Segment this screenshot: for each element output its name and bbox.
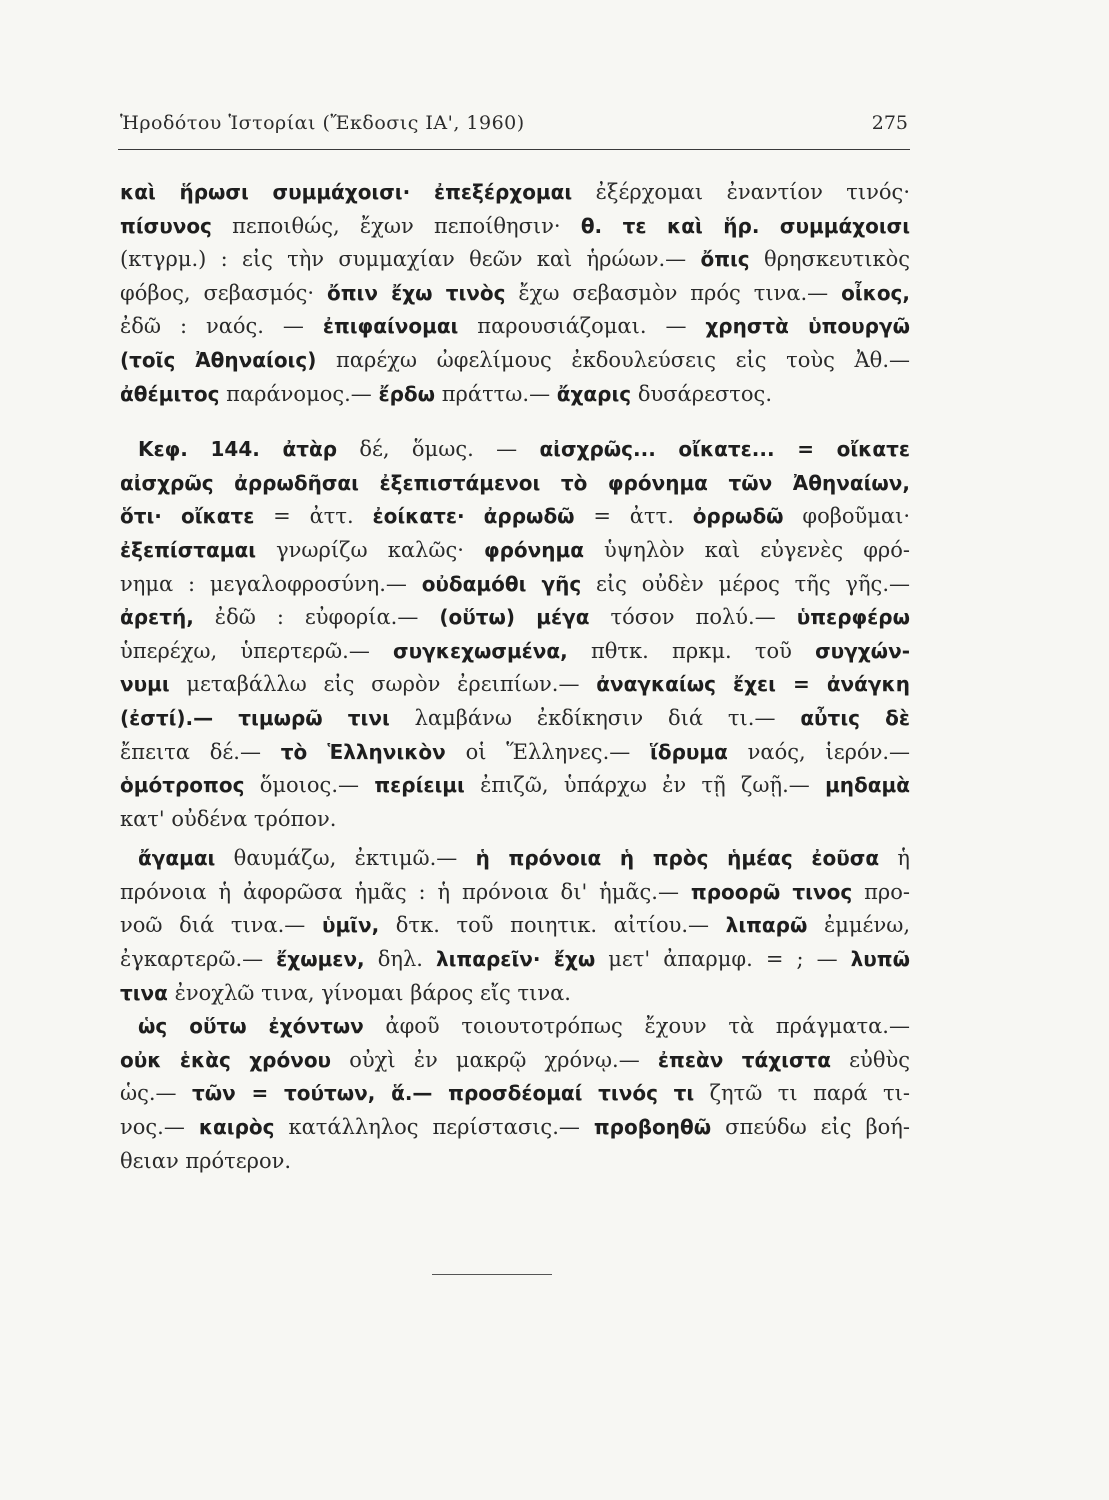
gloss-text: ἔπειτα δέ.— xyxy=(120,739,281,764)
gloss-text: κατάλληλος περίστασις.— xyxy=(274,1115,594,1140)
lemma-term: οἶκος, xyxy=(841,280,910,305)
lemma-term: ἐξεπίσταμαι xyxy=(120,537,257,562)
lemma-term: λυπῶ xyxy=(850,947,910,972)
lemma-term: ὄπιν ἔχω τινὸς xyxy=(326,280,506,305)
lemma-term: θ. τε καὶ ἥρ. συμμάχοισι xyxy=(580,213,910,238)
gloss-text: ἐγκαρτερῶ.— xyxy=(120,947,277,972)
gloss-text: (κτγρμ.) : εἰς τὴν συμμαχίαν θεῶν καὶ ἡρώων.— xyxy=(120,247,701,272)
gloss-text: = ἀττ. xyxy=(574,504,693,529)
gloss-text: θρησκευτικὸς xyxy=(749,247,910,272)
lemma-term: (ἐστί).— τιμωρῶ τινι xyxy=(120,705,390,730)
text-line xyxy=(120,909,910,943)
text-line xyxy=(120,1077,910,1111)
lemma-term: οὐδαμόθι γῆς xyxy=(421,571,582,596)
gloss-text: γνωρίζω καλῶς· xyxy=(256,537,484,562)
lemma-term: ἐοίκατε· ἀρρωδῶ xyxy=(372,504,575,529)
text-line xyxy=(120,344,910,378)
lemma-term: ἡ πρόνοια ἡ πρὸς ἡμέας ἐοῦσα xyxy=(475,846,880,871)
gloss-text: ὡς.— xyxy=(120,1081,192,1106)
lemma-term: ἔρδω xyxy=(378,381,436,406)
text-line xyxy=(120,635,910,669)
text-line xyxy=(120,568,910,602)
lemma-term: καὶ ἥρωσι συμμάχοισι· ἐπεξέρχομαι xyxy=(120,180,573,204)
text-line xyxy=(120,601,910,635)
lemma-term: λιπαρεῖν· ἔχω xyxy=(435,947,596,972)
text-line xyxy=(120,803,910,837)
gloss-text: δέ, ὅμως. — xyxy=(337,437,540,462)
gloss-text: ὅμοιος.— xyxy=(244,773,375,798)
gloss-text: δηλ. xyxy=(364,947,436,972)
text-line xyxy=(120,500,910,534)
text-line xyxy=(120,736,910,770)
lemma-term: χρηστὰ ὑπουργῶ xyxy=(705,314,910,339)
gloss-text: ἐξέρχομαι ἐναντίον τινός· xyxy=(572,180,910,204)
lemma-term: ὅτι· οἴκατε xyxy=(120,504,255,529)
text-line xyxy=(120,210,910,244)
text-line xyxy=(120,769,910,803)
lemma-term: (οὕτω) μέγα xyxy=(439,605,590,630)
gloss-text: ἐδῶ : εὐφορία.— xyxy=(193,605,440,630)
text-line xyxy=(120,534,910,568)
gloss-text: ἐμμένω, xyxy=(807,913,910,938)
text-line xyxy=(120,243,910,277)
lemma-term: ὄπις xyxy=(700,247,750,272)
text-line xyxy=(120,176,910,210)
lemma-term: προορῶ τινος xyxy=(690,879,853,904)
gloss-text: παρουσιάζομαι. — xyxy=(458,314,706,339)
gloss-text: οὐχὶ ἐν μακρῷ χρόνῳ.— xyxy=(331,1047,658,1072)
gloss-text: θαυμάζω, ἐκτιμῶ.— xyxy=(215,846,476,871)
lemma-term: προβοηθῶ xyxy=(593,1115,712,1140)
lemma-term: ἐπεὰν τάχιστα xyxy=(657,1047,832,1072)
lemma-term: τῶν = τούτων, ἅ.— προσδέομαί τινός τι xyxy=(192,1081,695,1106)
gloss-text: ἡ xyxy=(879,846,910,871)
gloss-text: πεποιθώς, ἔχων πεποίθησιν· xyxy=(211,213,581,238)
text-line xyxy=(120,876,910,910)
gloss-text: ἀφοῦ τοιουτοτρόπως ἔχουν τὰ πράγματα.— xyxy=(363,1014,910,1039)
gloss-text: ὑπερέχω, ὑπερτερῶ.— xyxy=(120,638,394,663)
lemma-term: τινα xyxy=(120,980,168,1005)
lemma-term: ὀρρωδῶ xyxy=(692,504,784,529)
end-rule xyxy=(432,1274,552,1275)
gloss-text: φοβοῦμαι· xyxy=(783,504,910,529)
text-line xyxy=(120,467,910,501)
lemma-term: ἀθέμιτος xyxy=(120,381,220,406)
lemma-term: νυμι xyxy=(120,672,170,697)
running-header xyxy=(120,112,908,142)
text-line xyxy=(120,943,910,977)
gloss-text: τόσον πολύ.— xyxy=(589,605,797,630)
lemma-term: οὐκ ἑκὰς χρόνου xyxy=(120,1047,332,1072)
text-line xyxy=(120,433,910,467)
text-line xyxy=(120,668,910,702)
text-line xyxy=(120,1111,910,1145)
lemma-term: λιπαρῶ xyxy=(725,913,808,938)
lemma-term: ἀναγκαίως ἔχει = ἀνάγκη xyxy=(596,672,910,697)
page-number: 275 xyxy=(871,112,908,134)
gloss-text: ὑψηλὸν καὶ εὐγενὲς φρό- xyxy=(583,537,910,562)
gloss-text: εὐθὺς xyxy=(831,1047,910,1072)
lemma-term: ἔχωμεν, xyxy=(276,947,365,972)
gloss-text: νοῶ διά τινα.— xyxy=(120,913,322,938)
gloss-text: ζητῶ τι παρά τι- xyxy=(694,1081,910,1106)
text-line xyxy=(120,842,910,876)
lemma-term: ἀρετή, xyxy=(120,605,194,630)
gloss-text: κατ' οὐδένα τρόπον. xyxy=(120,806,337,831)
gloss-text: ἐδῶ : ναός. — xyxy=(120,314,323,339)
lemma-term: αἰσχρῶς... οἴκατε... = οἴκατε xyxy=(539,437,910,462)
gloss-text: = ἀττ. xyxy=(254,504,373,529)
gloss-text: οἱ Ἕλληνες.— xyxy=(445,739,651,764)
text-line xyxy=(120,977,910,1011)
lemma-term: τὸ Ἑλληνικὸν xyxy=(280,739,446,764)
gloss-text: νος.— xyxy=(120,1115,199,1140)
gloss-text: ἐπιζῶ, ὑπάρχω ἐν τῇ ζωῇ.— xyxy=(464,773,826,798)
lemma-term: ὡς οὕτω ἐχόντων xyxy=(138,1014,364,1039)
lemma-term: συγχών- xyxy=(815,638,910,663)
lemma-term: (τοῖς Ἀθηναίοις) xyxy=(120,347,317,372)
lemma-term: Κεφ. 144. ἀτὰρ xyxy=(138,437,338,462)
lemma-term: συγκεχωσμένα, xyxy=(393,638,568,663)
lemma-term: πίσυνος xyxy=(120,213,212,238)
text-line xyxy=(120,378,910,412)
lemma-term: ὁμότροπος xyxy=(120,773,245,798)
gloss-text: παρέχω ὠφελίμους ἐκδουλεύσεις εἰς τοὺς Ἀθ.— xyxy=(316,347,910,372)
text-line xyxy=(120,310,910,344)
gloss-text: πθτκ. πρκμ. τοῦ xyxy=(567,638,816,663)
lemma-term: περίειμι xyxy=(374,773,465,798)
lemma-term: αἰσχρῶς ἀρρωδῆσαι ἐξεπιστάμενοι τὸ φρόνημα τῶν Ἀθηναίων, xyxy=(120,470,910,495)
gloss-text: ἐνοχλῶ τινα, γίνομαι βάρος εἴς τινα. xyxy=(167,980,571,1005)
gloss-text: εἰς οὐδὲν μέρος τῆς γῆς.— xyxy=(581,571,910,596)
gloss-text: δυσάρεστος. xyxy=(631,381,772,406)
lemma-term: ἄγαμαι xyxy=(138,846,216,871)
lemma-term: ἵδρυμα xyxy=(650,739,728,764)
gloss-text: ναός, ἱερόν.— xyxy=(727,739,910,764)
lemma-term: φρόνημα xyxy=(483,537,584,562)
text-line xyxy=(120,1010,910,1044)
gloss-text: θειαν πρότερον. xyxy=(120,1148,292,1173)
gloss-text: πράττω.— xyxy=(435,381,557,406)
lemma-term: ἄχαρις xyxy=(556,381,632,406)
running-title: Ἡροδότου Ἱστορίαι (Ἔκδοσις ΙΑ', 1960) xyxy=(120,112,525,134)
lemma-term: καιρὸς xyxy=(198,1115,275,1140)
text-line xyxy=(120,702,910,736)
lemma-term: ἐπιφαίνομαι xyxy=(322,314,459,339)
gloss-text: παράνομος.— xyxy=(219,381,379,406)
header-rule xyxy=(118,149,910,150)
lemma-term: αὖτις δὲ xyxy=(800,705,910,730)
text-line xyxy=(120,277,910,311)
gloss-text: προ- xyxy=(852,879,910,904)
lemma-term: μηδαμὰ xyxy=(825,773,910,798)
gloss-text: μετ' ἀπαρμφ. = ; — xyxy=(595,947,851,972)
gloss-text: πρόνοια ἡ ἀφορῶσα ἡμᾶς : ἡ πρόνοια δι' ἡμᾶς.— xyxy=(120,879,691,904)
text-line xyxy=(120,1145,910,1179)
gloss-text: λαμβάνω ἐκδίκησιν διά τι.— xyxy=(389,705,801,730)
gloss-text: νημα : μεγαλοφροσύνη.— xyxy=(120,571,422,596)
gloss-text: ἔχω σεβασμὸν πρός τινα.— xyxy=(505,280,842,305)
gloss-text: μεταβάλλω εἰς σωρὸν ἐρειπίων.— xyxy=(169,672,597,697)
gloss-text: δτκ. τοῦ ποιητικ. αἰτίου.— xyxy=(379,913,726,938)
lemma-term: ὑπερφέρω xyxy=(796,605,910,630)
lemma-term: ὑμῖν, xyxy=(321,913,380,938)
commentary-text xyxy=(120,176,910,1178)
gloss-text: φόβος, σεβασμός· xyxy=(120,280,327,305)
gloss-text: σπεύδω εἰς βοή- xyxy=(711,1115,910,1140)
text-line xyxy=(120,1044,910,1078)
